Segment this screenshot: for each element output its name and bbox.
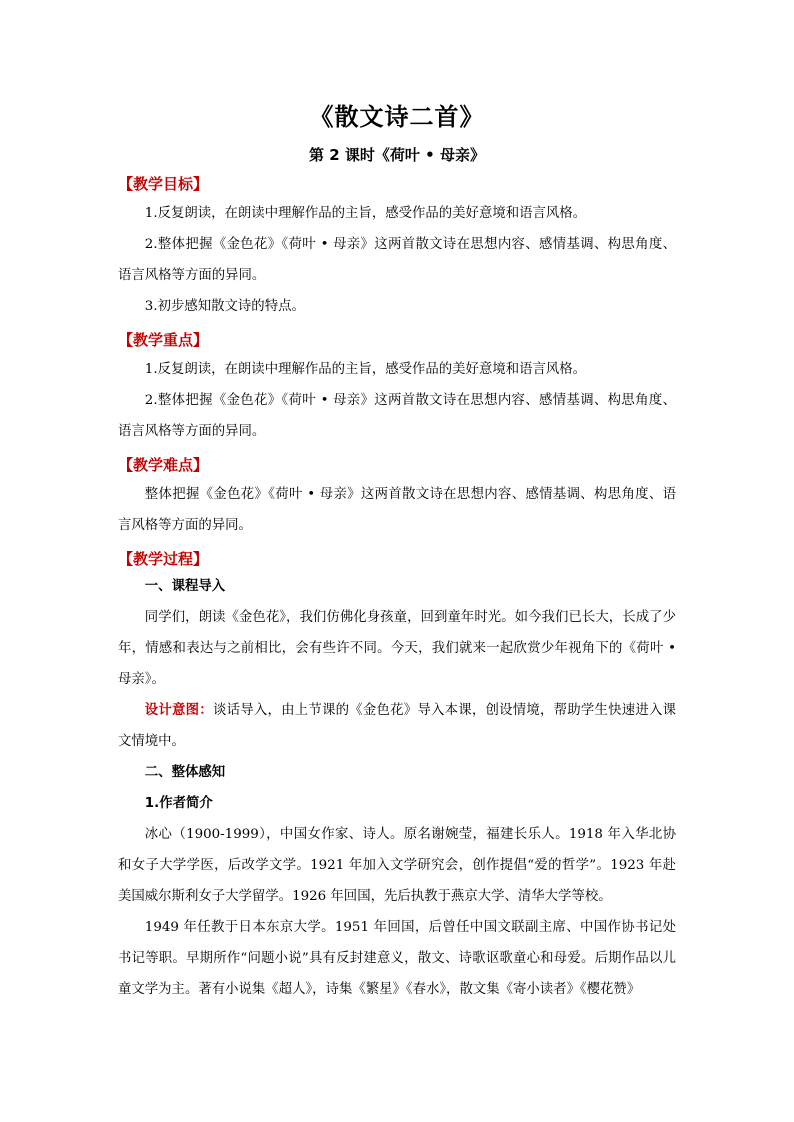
design-intent-text: 谈话导入，由上节课的《金色花》导入本课，创设情境，帮助学生快速进入课文情境中。	[118, 703, 677, 749]
key-points-item: 1.反复朗读，在朗读中理解作品的主旨，感受作品的美好意境和语言风格。	[144, 362, 587, 377]
key-points-item: 2.整体把握《金色花》《荷叶 • 母亲》这两首散文诗在思想内容、感情基调、构思角度、语言风格等方面的异同。	[118, 393, 676, 439]
goals-item: 3.初步感知散文诗的特点。	[144, 299, 305, 314]
design-intent-paragraph	[118, 695, 676, 757]
section-heading-process	[118, 547, 676, 571]
section-heading-difficulties	[118, 453, 676, 477]
process-heading-text: 【教学过程】	[118, 550, 209, 568]
process-part1-title: 一、课程导入	[144, 579, 226, 594]
design-intent-label: 设计意图：	[144, 703, 213, 718]
difficulties-item: 整体把握《金色花》《荷叶 • 母亲》这两首散文诗在思想内容、感情基调、构思角度、语言风格等方面的异同。	[118, 487, 676, 533]
author-intro-title: 1.作者简介	[144, 796, 213, 811]
difficulties-heading-text: 【教学难点】	[118, 456, 209, 474]
section-heading-key-points	[118, 328, 676, 352]
key-points-heading-text: 【教学重点】	[118, 331, 209, 349]
goals-item: 2.整体把握《金色花》《荷叶 • 母亲》这两首散文诗在思想内容、感情基调、构思角度、语言风格等方面的异同。	[118, 237, 676, 283]
goals-item: 1.反复朗读，在朗读中理解作品的主旨，感受作品的美好意境和语言风格。	[144, 206, 587, 221]
process-part1-text: 同学们，朗读《金色花》，我们仿佛化身孩童，回到童年时光。如今我们已长大，长成了少年，情感和表达与之前相比，会有些许不同。今天，我们就来一起欣赏少年视角下的《荷叶 • 母亲》。	[118, 610, 676, 687]
page-title: 《散文诗二首》	[309, 103, 485, 131]
author-intro-paragraph-1: 冰心（1900-1999），中国女作家、诗人。原名谢婉莹，福建长乐人。1918 年入华北协和女子大学学医，后改学文学。1921 年加入文学研究会，创作提倡“爱的哲学”。1923 年赴美国威尔斯利女子大学留学。1926 年回国，先后执教于燕京大学、清华大学等校。	[118, 827, 676, 904]
page-subtitle: 第 2 课时《荷叶 • 母亲》	[309, 146, 485, 164]
section-heading-goals	[118, 172, 676, 196]
goals-heading-text: 【教学目标】	[118, 175, 209, 193]
author-intro-paragraph-2: 1949 年任教于日本东京大学。1951 年回国，后曾任中国文联副主席、中国作协书记处书记等职。早期所作“问题小说”具有反封建意义，散文、诗歌讴歌童心和母爱。后期作品以儿童文学为主。著有小说集《超人》，诗集《繁星》《春水》，散文集《寄小读者》《樱花赞》	[118, 920, 676, 997]
process-part2-title: 二、整体感知	[144, 765, 226, 780]
